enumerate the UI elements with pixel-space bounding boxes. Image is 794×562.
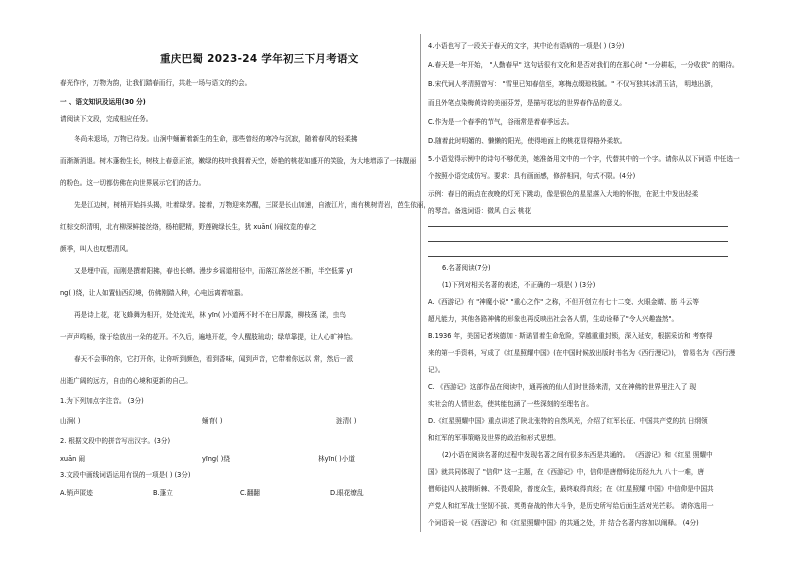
- instruction: 请阅读下文段，完成相应任务。: [60, 115, 153, 123]
- q3-option: D.眼花缭乱: [330, 489, 364, 497]
- question-2: 2. 根据文段中的拼音写出汉字。(3分): [60, 437, 171, 445]
- question-3: 3.文段中画线词语运用有误的一项是( ) (3分): [60, 471, 191, 479]
- question-5: 个按照小语完成仿写。要求：具有画面感，修辞相同，句式不限。(4分): [428, 172, 636, 180]
- answer-line[interactable]: [428, 256, 728, 257]
- passage-line: 冬尚未退场，万物已待发。山涧中蛹蓄着新生的生命，那些曾经的寒冷与沉寂，随着春风的轻柔拂: [74, 135, 358, 143]
- q4-option: 而且外笔点染梅黄诗的美丽芬芳，是描写花坛的世界春作品的意义。: [428, 99, 626, 107]
- passage-line: 颜季，叫人也叹想清风。: [60, 245, 133, 253]
- question-4: 4.小语也写了一段关于春天的文字，其中论有语病的一项是( ) (3分): [428, 42, 625, 50]
- q5-example: 示例：春日的雨点在夜晚的灯光下跳动，像是银色的星星落入大地的怀抱，在泥土中发出轻柔: [428, 190, 699, 198]
- q6-option: B.1936 年，美国记者埃德加 · 斯诺冒着生命危险，穿越重重封锁，深入延安，根据采访和 考察得: [428, 332, 713, 340]
- q1-item: 蛹育( ): [202, 417, 223, 425]
- q4-option: D.随着此时明媚的、懒懒的阳光，使得地面上的桃花显得格外柔软。: [428, 137, 627, 145]
- q6-option: 和红军的军事策略及世界的政治和形式思想。: [428, 434, 560, 442]
- passage-line: 一声声鸣畅，缘于绘放出一朵的花开。不久后，遍地开花，令人醒肢琉动；绿草靠提，让人心旷神怡。: [60, 333, 357, 341]
- question-1: 1.为下列加点字注音。 (3分): [60, 397, 144, 405]
- passage-line: 而渐渐消退。树木蓬勃生长，树枝上春意正浓，嫩绿的枝叶我拥着天空，娇艳的桃花如盛开的笑脸，为大地增添了一抹靓丽: [60, 157, 417, 165]
- q3-option: A.销声匿迹: [60, 489, 93, 497]
- q4-option: A.春天是一年开始， "人勤春早" 这句话很有文化和是否对我们的在那心时 "一分耕耘，一分收获" 的期待。: [428, 61, 739, 69]
- question-5: 5.小语觉得示例中的诗句不够优美，她准备用文中的一个字，代替其中的一个字。请你从以下词语 中任选一: [428, 155, 740, 163]
- q2-item: xuān 闹: [60, 455, 85, 463]
- passage-line: 出逝广阔的远方，自由的心境和更新的自己。: [60, 377, 192, 385]
- q6-part-2: 国》就共同体现了 "信仰" 这一主题，在《西游记》中，信仰是唐僧师徒历经九九 八十一难，唐: [428, 468, 705, 476]
- column-divider: [420, 34, 421, 532]
- q6-part-2: 僧师徒四人披荆斩棘、不畏艰险，普度众生，最终取得真经；在《红星照耀 中国》中信仰是中国共: [428, 485, 714, 493]
- answer-line[interactable]: [428, 241, 728, 242]
- subtitle: 春光作序，万物为韵，让我们踏春而行，共赴一场与语文的约会。: [60, 79, 252, 87]
- passage-line: 又是埋中而，而刚是撰着阳拂，春也长蟒。漫步乡谣道柑径中，而落江落丝丝不断，半空低雾 yī: [74, 267, 353, 275]
- passage-line: 春天不会事的你，它打开你，让你听到颜色，看到香味，闻到声音，它带着你远以 常，然后一派: [74, 355, 354, 363]
- q3-option: C.翻翻: [240, 489, 260, 497]
- answer-line[interactable]: [428, 226, 728, 227]
- q6-part-1: (1)下列对相关名著的表述，不正确的一项是( ) (3分): [442, 281, 596, 289]
- q1-item: 涟清( ): [336, 417, 357, 425]
- passage-line: 先是江边树，树梢开始抖头揭，吐着绿芽。接着，万物迎来苏醒，三匿是长山加速，自液江片，南有桃树青岩，芭生依丽，: [74, 201, 431, 209]
- q6-part-2: 个词语说一说《西游记》和《红星照耀中国》的共通之处，并 结合名著内容加以阐释。 (4分): [428, 519, 699, 527]
- passage-line: 红棕交织清明，北有柳深鲜接丝络，杨柏肥精，野莲碗绿长生，犹 xuān( )闹纹览的春之: [60, 223, 317, 231]
- q3-option: B.蓬立: [153, 489, 173, 497]
- q1-item: 山涧( ): [60, 417, 81, 425]
- q6-option: 实社会的人情世态，使其能包涵了一些深刻的至理名言。: [428, 400, 593, 408]
- q2-item: yīng( )绕: [202, 455, 230, 463]
- q4-option: C.作为是一个春季的节气，谷雨常是着春季远去。: [428, 118, 574, 126]
- q2-item: 林yīn( )小道: [318, 455, 355, 463]
- q6-option: A.《西游记》有 "神魔小说" "重心之作" 之称，不但开创立有七十二变、火眼金睛、筋 斗云等: [428, 298, 699, 306]
- q6-option: D.《红星照耀中国》重点讲述了陕北张特的自然风光，介绍了红军长征、中国共产党的抗 日纲领: [428, 417, 708, 425]
- q6-option: C. 《西游记》这部作品在阅读中，通再被的仙人们时世扬来清，又在神佛的世界里注入了 现: [428, 383, 697, 391]
- passage-line: ng( )绕，让人如置仙西幻境，仿佛刚踏入种，心电远离着喧嚣。: [60, 289, 248, 297]
- q6-option: 来的第一手资料，写成了《红星照耀中国》(在中国时候放出版时书名为《西行漫记》)， 曾易名为《西行漫: [428, 349, 736, 357]
- q4-option: B.宋代词人孝清照曾写： "雪里已知春信至，寒梅点缀琼枝腻。" 不仅写独其冰清玉洁， 明地出浙，: [428, 80, 718, 88]
- q5-example: 的琴音。备选词语：微风 白云 桃花: [428, 207, 532, 215]
- q6-part-2: (2)小语在阅读名著的过程中发现名著之间有很多东西是共通的。 《西游记》和《红星 照耀中: [442, 451, 713, 459]
- exam-title: 重庆巴蜀 2023-24 学年初三下月考语文: [160, 53, 359, 65]
- q6-option: 超凡能力，其他各路神佛的形象也再反映出社会各人情，生动诠释了"令人兴趣盎然"。: [428, 315, 679, 323]
- section-heading: 一 、语文知识及运用(30 分): [60, 98, 146, 106]
- passage-line: 的粉色。这一切都仿佛在向世界展示它们的活力。: [60, 179, 206, 187]
- q6-option: 记》。: [428, 366, 445, 374]
- question-6: 6.名著阅读(7分): [442, 264, 491, 272]
- q6-part-2: 产党人和红军战士坚韧不拔、英勇奋战的伟大斗争，是历史所写给后面生活对光芒彩。 请你选用一: [428, 502, 714, 510]
- passage-line: 再是诗上花，花飞蜂舞为相开，处处流光，林 yīn( )小道两不时不在日厚露，柳枝荡 漾，虫鸟: [74, 311, 346, 319]
